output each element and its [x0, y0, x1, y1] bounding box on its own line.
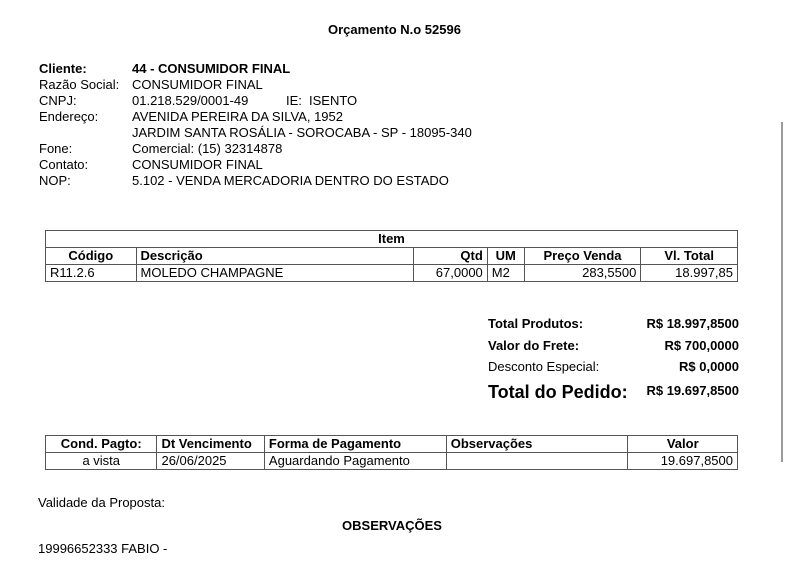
cell-descricao: MOLEDO CHAMPAGNE [136, 265, 413, 282]
col-header-cond-pagto: Cond. Pagto: [46, 436, 157, 453]
ie-value: ISENTO [309, 93, 358, 108]
desconto-especial-value: R$ 0,0000 [679, 359, 739, 374]
razao-social-value: CONSUMIDOR FINAL [132, 77, 263, 92]
col-header-descricao: Descrição [136, 248, 413, 265]
cell-dt-vencimento: 26/06/2025 [157, 453, 264, 470]
items-table-caption: Item [46, 231, 738, 248]
nop-label: NOP: [39, 173, 71, 188]
total-pedido-label: Total do Pedido: [488, 382, 628, 402]
cell-um: M2 [487, 265, 524, 282]
cell-preco-venda: 283,5500 [524, 265, 641, 282]
scrollbar-thumb[interactable] [781, 122, 783, 462]
col-header-forma-pagamento: Forma de Pagamento [264, 436, 446, 453]
observacoes-text: 19996652333 FABIO - [38, 541, 168, 556]
payment-table [45, 435, 738, 470]
desconto-especial-label: Desconto Especial: [488, 359, 600, 374]
col-header-qtd: Qtd [414, 248, 488, 265]
cell-codigo: R11.2.6 [46, 265, 137, 282]
total-produtos-value: R$ 18.997,8500 [646, 316, 739, 331]
endereco-label: Endereço: [39, 109, 99, 124]
payment-table-header [46, 436, 738, 453]
cell-forma-pagamento: Aguardando Pagamento [264, 453, 446, 470]
vertical-scrollbar[interactable] [777, 0, 787, 562]
contato-label: Contato: [39, 157, 89, 172]
table-row [46, 265, 738, 282]
observacoes-title: OBSERVAÇÕES [342, 518, 442, 533]
cell-valor: 19.697,8500 [628, 453, 738, 470]
cell-cond-pagto: a vista [46, 453, 157, 470]
col-header-dt-vencimento: Dt Vencimento [157, 436, 264, 453]
valor-frete-label: Valor do Frete: [488, 338, 580, 353]
col-header-um: UM [487, 248, 524, 265]
total-pedido-value: R$ 19.697,8500 [646, 383, 739, 398]
col-header-valor: Valor [628, 436, 738, 453]
col-header-codigo: Código [46, 248, 137, 265]
items-table [45, 230, 738, 282]
col-header-observacoes: Observações [446, 436, 628, 453]
cell-observacoes [446, 453, 628, 470]
cell-qtd: 67,0000 [414, 265, 488, 282]
endereco-line1: AVENIDA PEREIRA DA SILVA, 1952 [132, 109, 343, 124]
validade-proposta-label: Validade da Proposta: [38, 495, 165, 510]
cliente-label: Cliente: [39, 61, 87, 76]
endereco-line2: JARDIM SANTA ROSÁLIA - SOROCABA - SP - 18095-340 [132, 125, 472, 140]
cnpj-label: CNPJ: [39, 93, 77, 108]
contato-value: CONSUMIDOR FINAL [132, 157, 263, 172]
table-row [46, 453, 738, 470]
cnpj-value: 01.218.529/0001-49 [132, 93, 249, 108]
cell-vl-total: 18.997,85 [641, 265, 738, 282]
fone-label: Fone: [39, 141, 73, 156]
ie-label: IE: [286, 93, 302, 108]
page-title: Orçamento N.o 52596 [328, 22, 461, 37]
valor-frete-value: R$ 700,0000 [664, 338, 739, 353]
col-header-preco-venda: Preço Venda [524, 248, 641, 265]
col-header-vl-total: Vl. Total [641, 248, 738, 265]
nop-value: 5.102 - VENDA MERCADORIA DENTRO DO ESTADO [132, 173, 449, 188]
razao-social-label: Razão Social: [39, 77, 120, 92]
cliente-value: 44 - CONSUMIDOR FINAL [132, 61, 291, 76]
total-produtos-label: Total Produtos: [488, 316, 584, 331]
fone-value: Comercial: (15) 32314878 [132, 141, 283, 156]
items-table-header [46, 248, 738, 265]
